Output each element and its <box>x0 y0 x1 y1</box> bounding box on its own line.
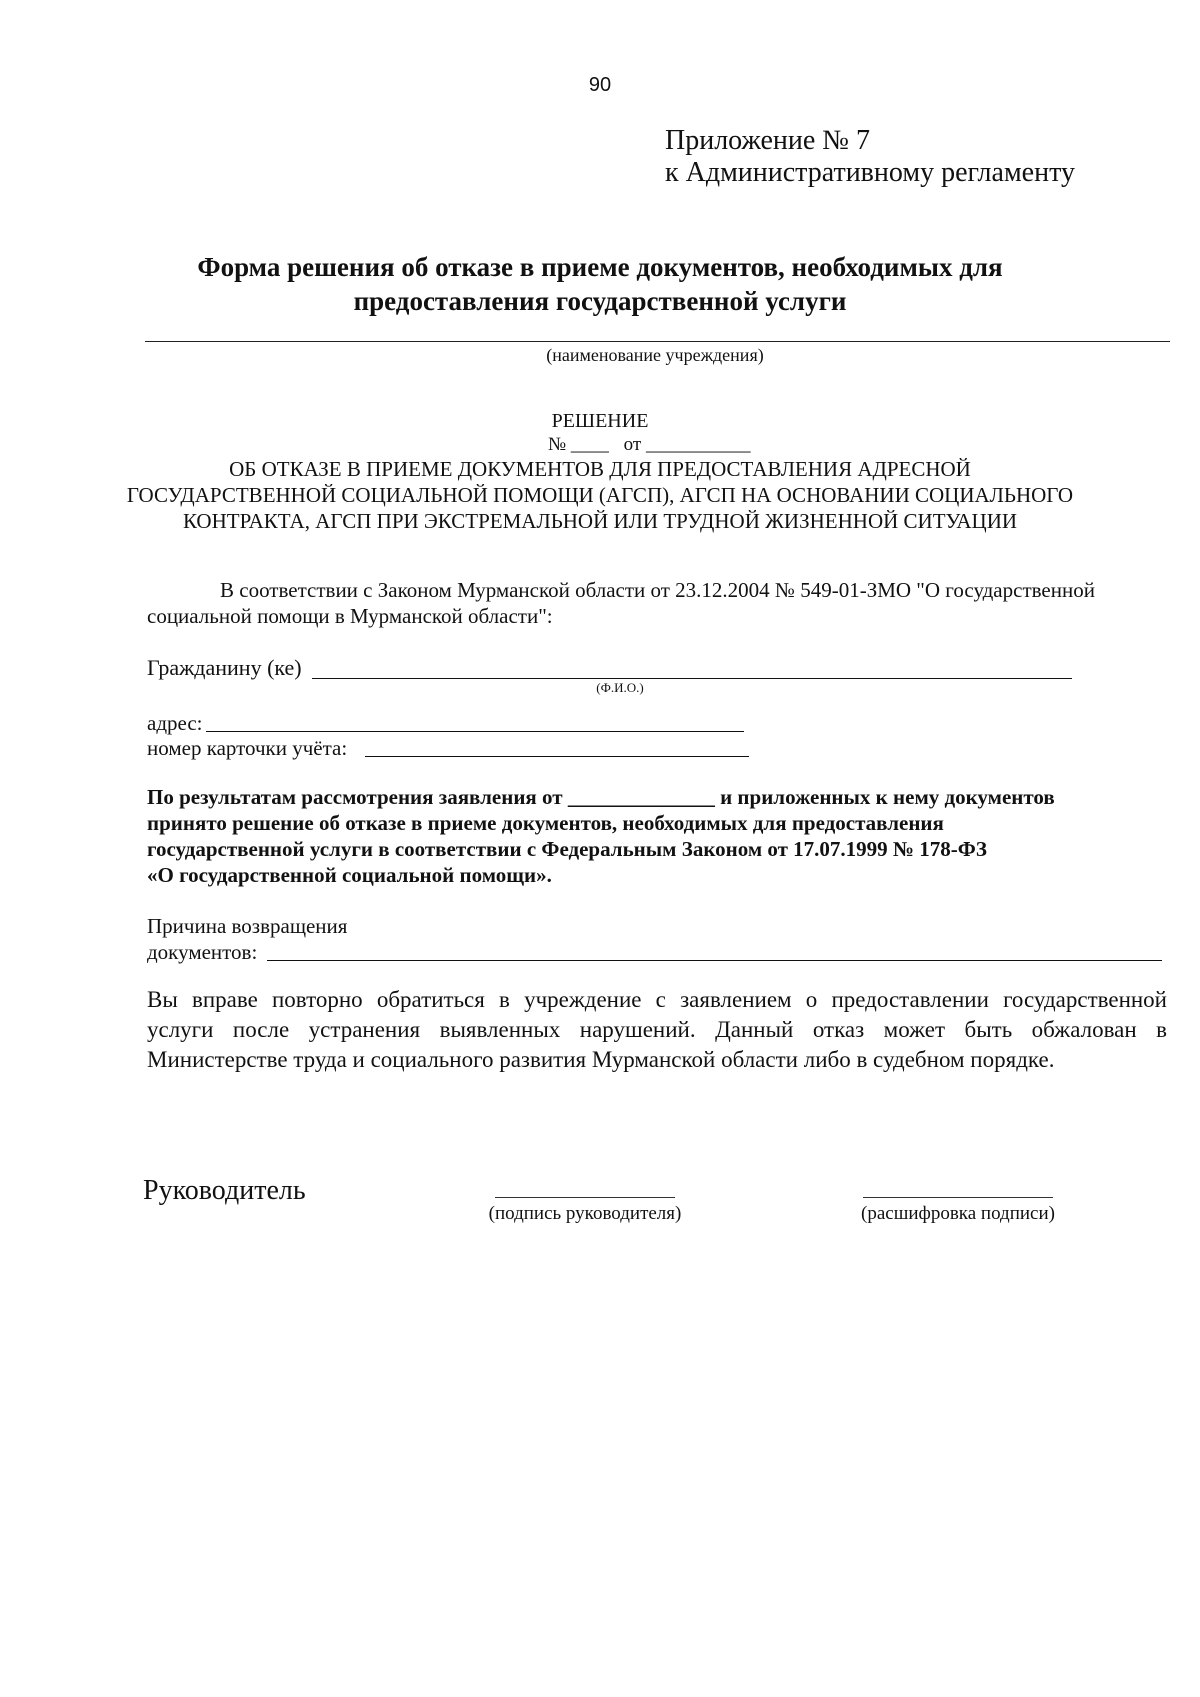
law-reference-line-1: В соответствии с Законом Мурманской области от 23.12.2004 № 549-01-ЗМО "О государственной <box>220 578 1095 602</box>
number-blank: ____ <box>570 434 609 455</box>
number-prefix: № <box>548 434 567 455</box>
card-number-label: номер карточки учёта: <box>147 736 348 760</box>
notice-line-2: услуги после устранения выявленных нарушений. Данный отказ может быть обжалован в <box>147 1017 1167 1042</box>
citizen-name-field[interactable] <box>312 678 1072 679</box>
citizen-label: Гражданину (ке) <box>147 655 302 680</box>
address-field[interactable] <box>206 731 744 732</box>
address-label: адрес: <box>147 711 203 735</box>
date-blank: ___________ <box>645 434 751 455</box>
decision-heading: РЕШЕНИЕ <box>551 410 649 432</box>
result-line-2: принято решение об отказе в приеме документов, необходимых для предоставления <box>147 811 944 835</box>
decision-line-3: КОНТРАКТА, АГСП ПРИ ЭКСТРЕМАЛЬНОЙ ИЛИ ТРУДНОЙ ЖИЗНЕННОЙ СИТУАЦИИ <box>182 509 1018 533</box>
result-line-1 <box>147 784 1055 810</box>
institution-caption: (наименование учреждения) <box>546 345 764 365</box>
signature-label: Руководитель <box>143 1175 306 1206</box>
result-line-3: государственной услуги в соответствии с Федеральным Законом от 17.07.1999 № 178-ФЗ <box>147 837 987 861</box>
reason-line-2: документов: <box>147 940 258 964</box>
page-number: 90 <box>588 74 612 96</box>
decision-line-1: ОБ ОТКАЗЕ В ПРИЕМЕ ДОКУМЕНТОВ ДЛЯ ПРЕДОСТАВЛЕНИЯ АДРЕСНОЙ <box>229 457 971 481</box>
card-number-field[interactable] <box>365 756 749 757</box>
notice-line-1: Вы вправе повторно обратиться в учреждение с заявлением о предоставлении государственной <box>147 987 1167 1012</box>
appendix-line-1: Приложение № 7 <box>665 125 870 156</box>
signature-caption: (подпись руководителя) <box>488 1203 682 1224</box>
appendix-line-2: к Административному регламенту <box>665 157 1075 188</box>
notice-line-3: Министерстве труда и социального развития Мурманской области либо в судебном порядке. <box>147 1047 1055 1072</box>
result-line-4: «О государственной социальной помощи». <box>147 863 552 887</box>
date-prefix: от <box>623 434 642 455</box>
citizen-name-caption: (Ф.И.О.) <box>596 680 644 695</box>
form-title-line-1: Форма решения об отказе в приеме документов, необходимых для <box>197 252 1003 282</box>
signature-line[interactable] <box>495 1197 675 1198</box>
signature-decode-caption: (расшифровка подписи) <box>861 1203 1055 1224</box>
result-line-1-end: и приложенных к нему документов <box>720 785 1055 809</box>
result-line-1-start: По результатам рассмотрения заявления от <box>147 785 563 809</box>
decision-number-row <box>548 432 750 458</box>
application-date-blank: ______________ <box>567 785 715 809</box>
signature-decode-line[interactable] <box>863 1197 1053 1198</box>
reason-line-1: Причина возвращения <box>147 914 348 938</box>
decision-line-2: ГОСУДАРСТВЕННОЙ СОЦИАЛЬНОЙ ПОМОЩИ (АГСП), АГСП НА ОСНОВАНИИ СОЦИАЛЬНОГО <box>126 483 1074 507</box>
law-reference-line-2: социальной помощи в Мурманской области": <box>147 604 553 628</box>
reason-field[interactable] <box>267 960 1162 961</box>
form-title-line-2: предоставления государственной услуги <box>353 286 847 316</box>
institution-line <box>145 341 1170 342</box>
